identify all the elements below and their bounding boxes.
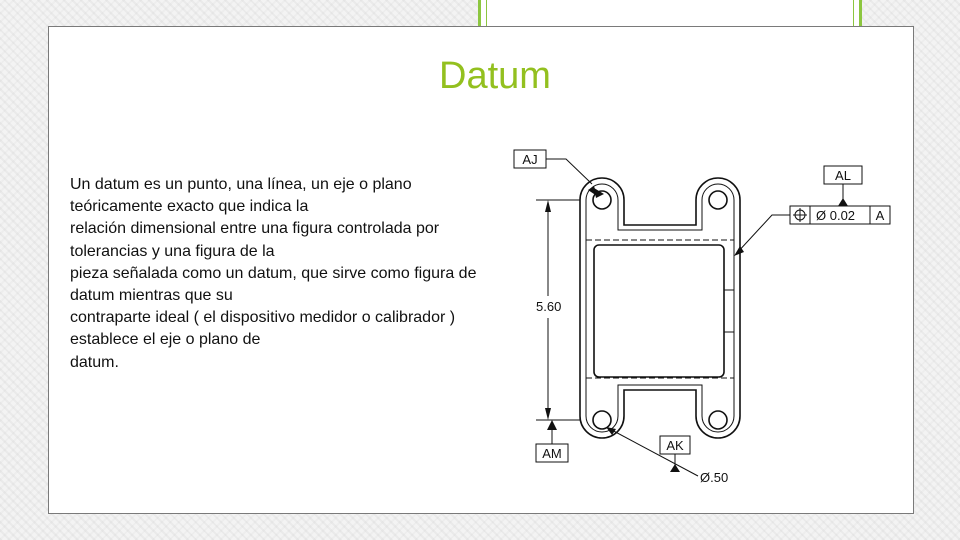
center-boss (594, 245, 724, 377)
hole-diameter-label: Ø.50 (700, 470, 729, 485)
hole-bottom-left (593, 411, 611, 429)
datum-al-label: AL (835, 168, 851, 183)
datum-aj-marker (594, 188, 604, 198)
datum-definition-text: Un datum es un punto, una línea, un eje o plano teóricamente exacto que indica la relación dimensional entre una figura controlada por tolerancias y una figura de la pieza señalada como un datum, que sirve como figura de datum mientras que su contraparte ideal ( el dispositivo medidor o calibrador ) establece el eje o plano de datum. (70, 176, 477, 371)
part-inner-outline (586, 184, 734, 432)
dimension-label: 5.60 (536, 299, 562, 314)
datum-am-label: AM (542, 446, 562, 461)
fcf-tolerance: Ø 0.02 (816, 208, 856, 223)
hole-bottom-right (709, 411, 727, 429)
hole-top-right (709, 191, 727, 209)
datum-ak-label: AK (666, 438, 684, 453)
slide-title: Datum (439, 55, 551, 97)
fcf-datum: A (875, 208, 885, 223)
feature-control-frame (790, 206, 890, 224)
part-outline (580, 178, 740, 438)
datum-aj-label: AJ (522, 152, 538, 167)
technical-drawing (500, 138, 900, 488)
